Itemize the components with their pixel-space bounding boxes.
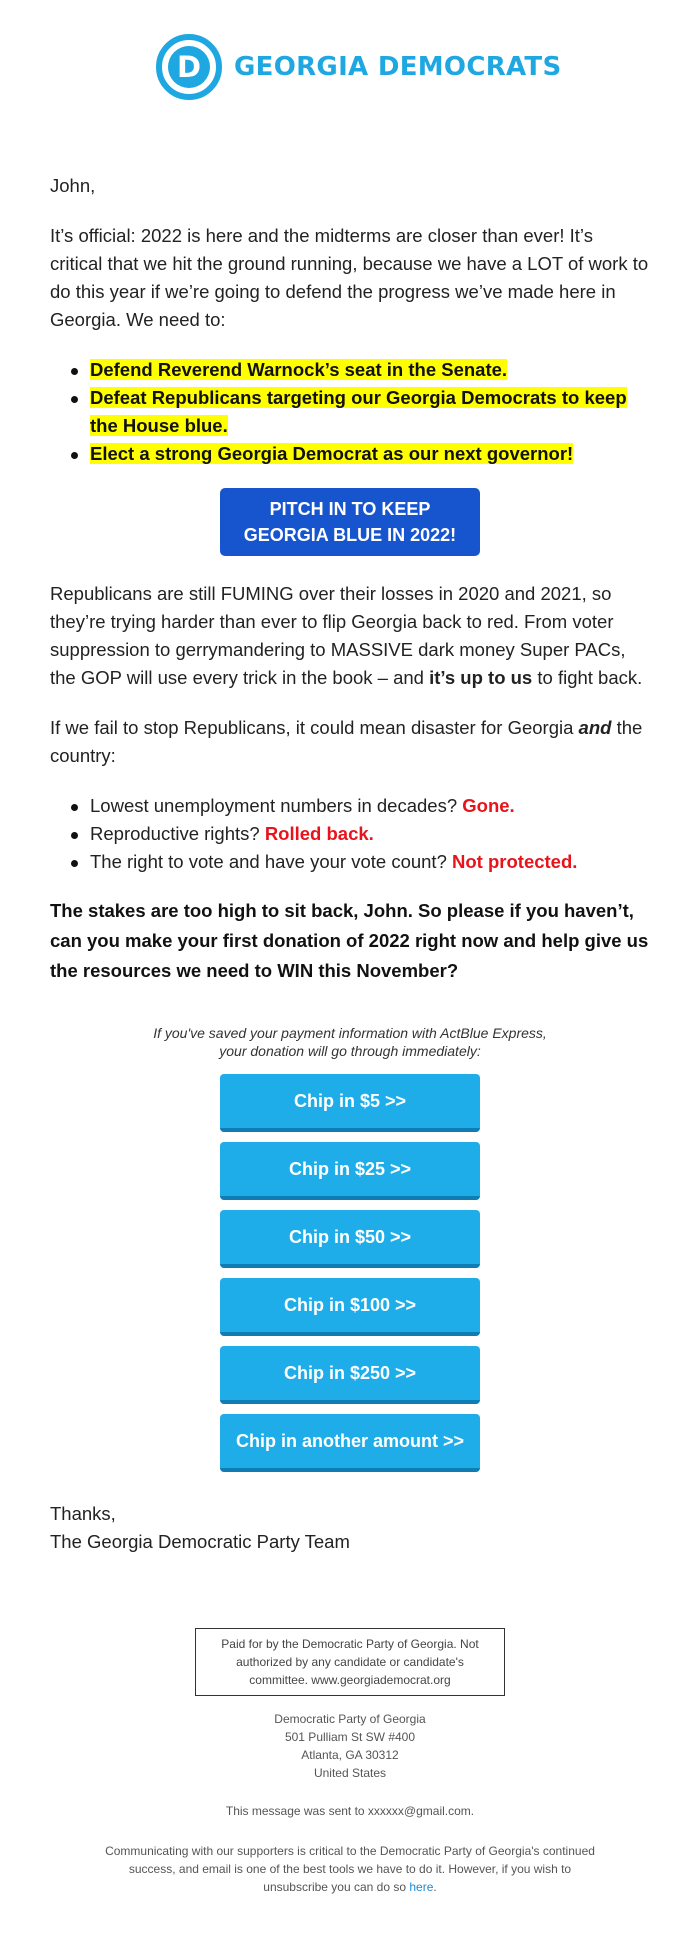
chip-in-100-button[interactable]: Chip in $100 >>: [220, 1278, 480, 1336]
email-footer: [0, 1628, 700, 1896]
svg-text:D: D: [176, 50, 202, 84]
disaster-paragraph: [50, 714, 650, 770]
list-item: [50, 792, 650, 820]
unsubscribe-notice: [100, 1842, 600, 1896]
address-line: United States: [313, 1766, 387, 1780]
sent-to-notice: [0, 1802, 700, 1820]
highlighted-goal: Defeat Republicans targeting our Georgia Democrats to keep the House blue.: [90, 387, 627, 436]
intro-paragraph: It’s official: 2022 is here and the midterms are closer than ever! It’s critical that we hit the ground running, because we have a LOT of work to do this year if we’re going to defend the progress we’ve made here in Georgia. We need to:: [50, 225, 649, 330]
sent-text: .: [470, 1804, 475, 1818]
recipient-email: xxxxxx@gmail.com: [367, 1804, 471, 1818]
actblue-express-note: [50, 1024, 650, 1060]
paid-for-disclaimer: Paid for by the Democratic Party of Georgia. Not authorized by any candidate or candidate's committee. www.georgiademocrat.org: [195, 1628, 505, 1696]
chip-in-250-button[interactable]: Chip in $250 >>: [220, 1346, 480, 1404]
stake-result: Gone.: [462, 795, 515, 816]
stake-result: Not protected.: [452, 851, 578, 872]
sent-text: This message was sent to: [225, 1804, 368, 1818]
emphasis-text: it’s up to us: [429, 667, 533, 688]
thanks-text: Thanks,: [50, 1503, 116, 1524]
address-line: Democratic Party of Georgia: [274, 1712, 426, 1726]
express-line: If you've saved your payment information with ActBlue Express,: [153, 1025, 547, 1041]
cta-wrapper: [50, 488, 650, 556]
chip-in-5-button[interactable]: Chip in $5 >>: [220, 1074, 480, 1132]
logo-text: GEORGIA DEMOCRATS: [234, 52, 562, 82]
signoff: [50, 1500, 650, 1556]
signature: The Georgia Democratic Party Team: [50, 1531, 350, 1552]
highlighted-goal: Defend Reverend Warnock’s seat in the Senate.: [90, 359, 508, 380]
georgia-democrats-logo[interactable]: [156, 34, 562, 100]
unsubscribe-link[interactable]: here: [409, 1880, 434, 1894]
goals-list: [50, 356, 650, 468]
chip-in-other-amount-button[interactable]: Chip in another amount >>: [220, 1414, 480, 1472]
chip-in-25-button[interactable]: Chip in $25 >>: [220, 1142, 480, 1200]
paragraph-text: the country:: [50, 717, 643, 766]
donation-buttons: [50, 1074, 650, 1482]
highlighted-goal: Elect a strong Georgia Democrat as our next governor!: [90, 443, 574, 464]
letter-body: [50, 172, 650, 1556]
paragraph-text: Republicans are still FUMING over their losses in 2020 and 2021, so they’re trying harder than ever to flip Georgia back to red. From voter suppression to gerrymandering to MASSIVE dark money Super PACs, the GOP will use every trick in the book – and: [50, 583, 626, 688]
list-item: [50, 848, 650, 876]
list-item: [50, 384, 650, 440]
list-item: [50, 356, 650, 384]
express-line: your donation will go through immediately:: [219, 1043, 481, 1059]
stake-result: Rolled back.: [264, 823, 374, 844]
democrats-d-logo-icon: [156, 34, 222, 100]
stake-text: Lowest unemployment numbers in decades?: [90, 795, 463, 816]
unsubscribe-text: .: [433, 1880, 437, 1894]
closing-appeal: The stakes are too high to sit back, John. So please if you haven’t, can you make your first donation of 2022 right now and help give us the resources we need to WIN this November?: [50, 900, 649, 981]
stake-text: The right to vote and have your vote count?: [90, 851, 453, 872]
unsubscribe-text: Communicating with our supporters is critical to the Democratic Party of Georgia's continued success, and email is one of the best tools we have to do it. However, if you wish to unsubscribe you can do so: [105, 1844, 595, 1894]
list-item: [50, 440, 650, 468]
pitch-in-button[interactable]: PITCH IN TO KEEP GEORGIA BLUE IN 2022!: [220, 488, 480, 556]
republicans-paragraph: [50, 580, 650, 692]
greeting: John,: [50, 175, 96, 196]
paragraph-text: If we fail to stop Republicans, it could mean disaster for Georgia: [50, 717, 579, 738]
list-item: [50, 820, 650, 848]
stake-text: Reproductive rights?: [90, 823, 265, 844]
mailing-address: [0, 1710, 700, 1782]
emphasis-text: and: [578, 717, 612, 738]
paragraph-text: to fight back.: [532, 667, 643, 688]
chip-in-50-button[interactable]: Chip in $50 >>: [220, 1210, 480, 1268]
stakes-list: [50, 792, 650, 876]
address-line: Atlanta, GA 30312: [301, 1748, 399, 1762]
address-line: 501 Pulliam St SW #400: [284, 1730, 416, 1744]
